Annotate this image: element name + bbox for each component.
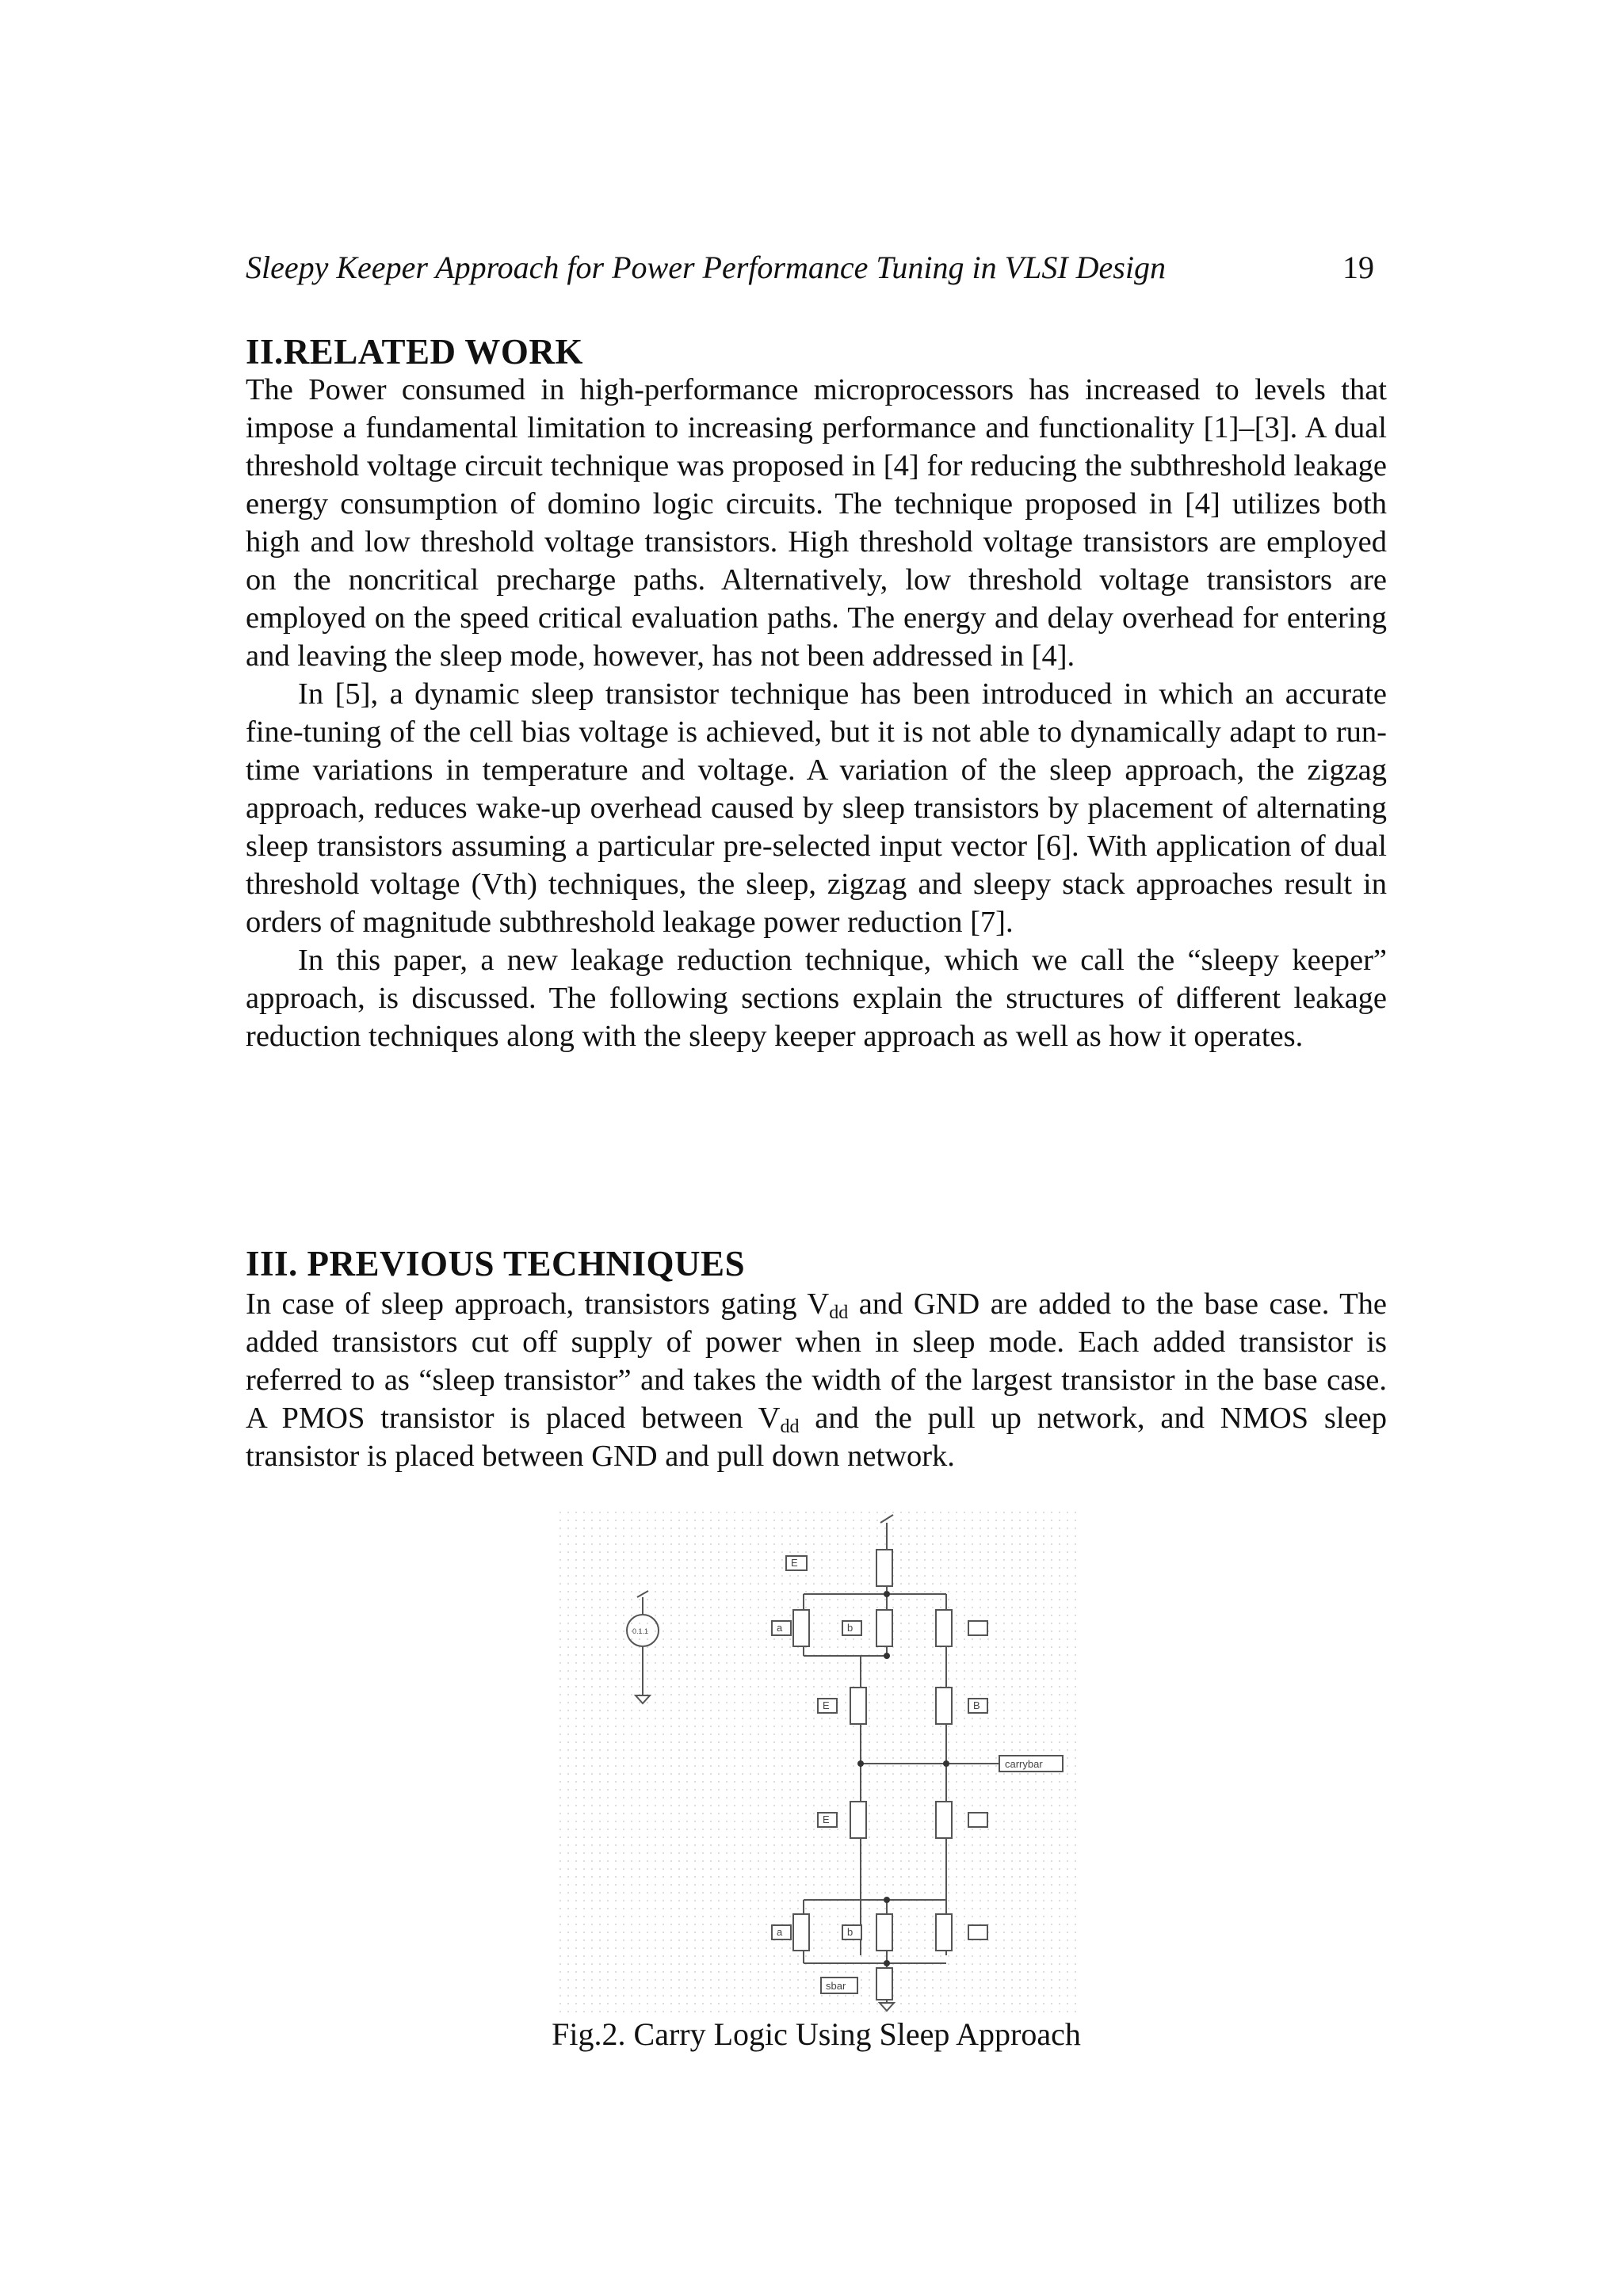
running-head <box>246 244 1374 292</box>
label-sbar: sbar <box>826 1980 846 1992</box>
running-title: Sleepy Keeper Approach for Power Performance Tuning in VLSI Design <box>246 250 1166 285</box>
section-heading-related-work: II.RELATED WORK <box>246 332 583 372</box>
paragraph: The Power consumed in high-performance microprocessors has increased to levels that impose a fundamental limitation to increasing performance and functionality [1]–[3]. A dual threshold voltage circuit technique was proposed in [4] for reducing the subthreshold leakage energy consumption of domino logic circuits. The technique proposed in [4] utilizes both high and low threshold voltage transistors. High threshold voltage transistors are employed on the noncritical precharge paths. Alternatively, low threshold voltage transistors are employed on the speed critical evaluation paths. The energy and delay overhead for entering and leaving the sleep mode, however, has not been addressed in [4]. <box>246 373 1387 673</box>
related-work-body <box>246 371 1387 1055</box>
label-source: 0.1.1 <box>632 1627 649 1635</box>
paragraph: In [5], a dynamic sleep transistor technique has been introduced in which an accurate fine-tuning of the cell bias voltage is achieved, but it is not able to dynamically adapt to run-time variations in temperature and voltage. A variation of the sleep approach, the zigzag approach, reduces wake-up overhead caused by sleep transistors by placement of alternating sleep transistors assuming a particular pre-selected input vector [6]. With application of dual threshold voltage (Vth) techniques, the sleep, zigzag and sleepy stack approaches result in orders of magnitude subthreshold leakage power reduction [7]. <box>246 677 1387 939</box>
label-e-top: E <box>791 1557 798 1569</box>
page-number: 19 <box>1342 250 1374 285</box>
label-b-bottom: b <box>847 1926 854 1938</box>
label-e-mid: E <box>823 1699 830 1711</box>
label-b-top: b <box>847 1622 854 1634</box>
label-b-mid: B <box>973 1699 980 1711</box>
label-carrybar: carrybar <box>1005 1758 1043 1770</box>
paragraph: In case of sleep approach, transistors gating $V_{dd}$ and GND are added to the base case. The added transistors cut off supply of power when in sleep mode. Each added transistor is referred to as “sleep transistor” and takes the width of the largest transistor in the base case. A PMOS transistor is placed between $V_{dd}$ and the pull up network, and NMOS sleep transistor is placed between GND and pull down network. <box>246 1287 1388 1473</box>
section-heading-previous-techniques: III. PREVIOUS TECHNIQUES <box>246 1244 746 1283</box>
figure-caption: Fig.2. Carry Logic Using Sleep Approach <box>552 2016 1081 2052</box>
previous-techniques-body <box>246 1285 1387 1475</box>
label-a-top: a <box>777 1622 783 1634</box>
label-a-bottom: a <box>777 1926 783 1938</box>
paragraph: In this paper, a new leakage reduction technique, which we call the “sleepy keeper” approach, is discussed. The following sections explain the structures of different leakage reduction techniques along with the sleepy keeper approach as well as how it operates. <box>246 944 1387 1053</box>
schematic-svg <box>559 1512 1083 2012</box>
label-e-low: E <box>823 1814 830 1825</box>
figure-carry-logic-schematic <box>559 1512 1083 2012</box>
